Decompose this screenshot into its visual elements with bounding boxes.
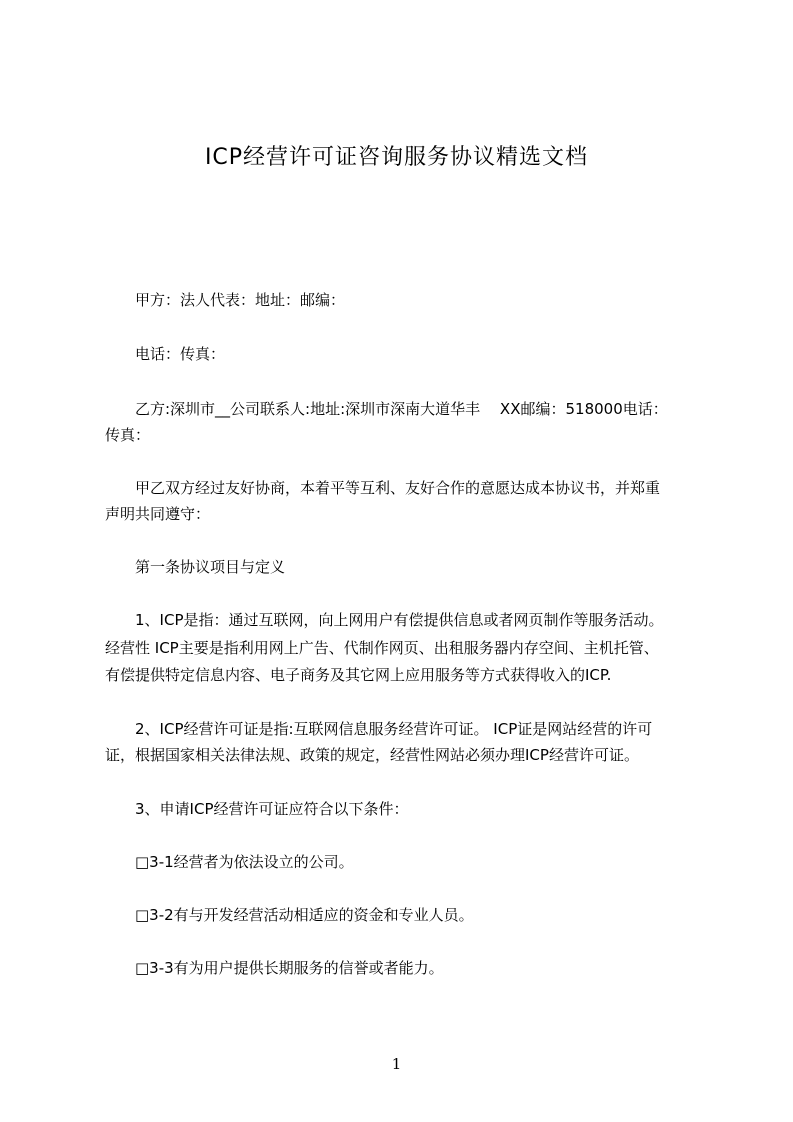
clause-1-line-1: 1、ICP是指：通过互联网，向上网用户有偿提供信息或者网页制作等服务活动。	[105, 611, 664, 629]
clause-3-heading: 3、申请ICP经营许可证应符合以下条件：	[105, 800, 409, 818]
clause-2-line-2: 证，根据国家相关法律法规、政策的规定，经营性网站必须办理ICP经营许可证。	[105, 746, 639, 764]
party-a-contact-line: 电话：传真：	[105, 345, 226, 363]
clause-1-line-2: 经营性 ICP主要是指利用网上广告、代制作网页、出租服务器内存空间、主机托管、	[105, 639, 659, 657]
party-b-line: 乙方:深圳市__公司联系人:地址:深圳市深南大道华丰 XX邮编：518000电话：	[105, 400, 668, 418]
party-b-fax-line: 传真：	[105, 426, 151, 444]
condition-3-2: □3-2有与开发经营活动相适应的资金和专业人员。	[105, 906, 474, 924]
preamble-line-1: 甲乙双方经过友好协商，本着平等互利、友好合作的意愿达成本协议书，并郑重	[105, 479, 661, 497]
condition-3-3: □3-3有为用户提供长期服务的信誉或者能力。	[105, 959, 444, 977]
preamble-line-2: 声明共同遵守：	[105, 505, 211, 523]
clause-1-line-3: 有偿提供特定信息内容、电子商务及其它网上应用服务等方式获得收入的ICP.	[105, 666, 612, 684]
document-title: ICP经营许可证咨询服务协议精选文档	[204, 145, 589, 170]
page-number: 1	[391, 1055, 402, 1073]
party-a-line: 甲方：法人代表：地址：邮编：	[105, 291, 346, 309]
condition-3-1: □3-1经营者为依法设立的公司。	[105, 853, 354, 871]
clause-2-line-1: 2、ICP经营许可证是指:互联网信息服务经营许可证。 ICP证是网站经营的许可	[105, 720, 653, 738]
article-1-heading: 第一条协议项目与定义	[105, 558, 286, 576]
